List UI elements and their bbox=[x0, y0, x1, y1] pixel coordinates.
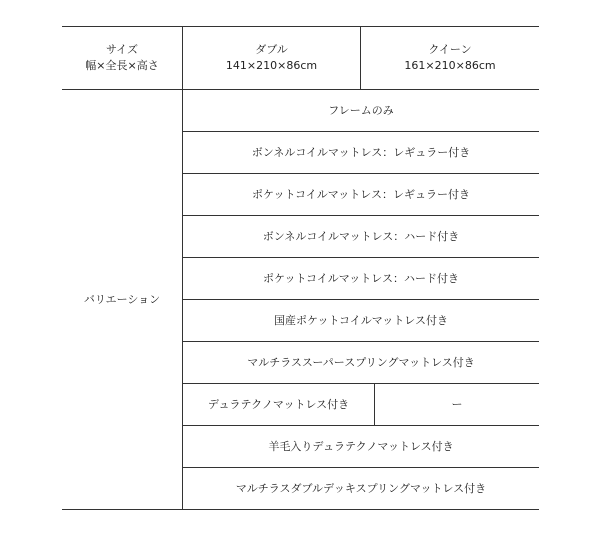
variation-label: バリエーション bbox=[83, 292, 161, 306]
variation-row: マルチラスダブルデッキスプリングマットレス付き bbox=[235, 481, 487, 495]
variation-row: ボンネルコイルマットレス：ハード付き bbox=[262, 229, 460, 243]
variation-row: ボンネルコイルマットレス：レギュラー付き bbox=[251, 145, 471, 159]
size-label: サイズ bbox=[105, 43, 139, 56]
bottom-border bbox=[62, 509, 539, 510]
variation-row: 国産ポケットコイルマットレス付き bbox=[274, 313, 448, 327]
double-size-name: ダブル bbox=[255, 43, 288, 56]
variation-row: ポケットコイルマットレス：レギュラー付き bbox=[252, 187, 470, 201]
double-size-cell bbox=[183, 27, 360, 89]
spec-table bbox=[62, 26, 539, 510]
double-size-dims: 141×210×86cm bbox=[225, 59, 318, 72]
variation-row: ポケットコイルマットレス：ハード付き bbox=[263, 271, 459, 285]
queen-size-dims: 161×210×86cm bbox=[404, 59, 496, 72]
variation-row: 羊毛入りデュラテクノマットレス付き bbox=[268, 439, 454, 453]
queen-size-name: クイーン bbox=[428, 43, 472, 56]
queen-size-cell bbox=[361, 27, 539, 89]
size-label-cell bbox=[62, 27, 182, 89]
variation-row: マルチラススーパースプリングマットレス付き bbox=[247, 355, 475, 369]
dura-queen-unavailable: ー bbox=[451, 397, 463, 411]
variation-row: デュラテクノマットレス付き bbox=[207, 397, 350, 411]
size-dimensions-label: 幅×全長×高さ bbox=[85, 59, 159, 72]
variation-row: フレームのみ bbox=[328, 103, 394, 117]
